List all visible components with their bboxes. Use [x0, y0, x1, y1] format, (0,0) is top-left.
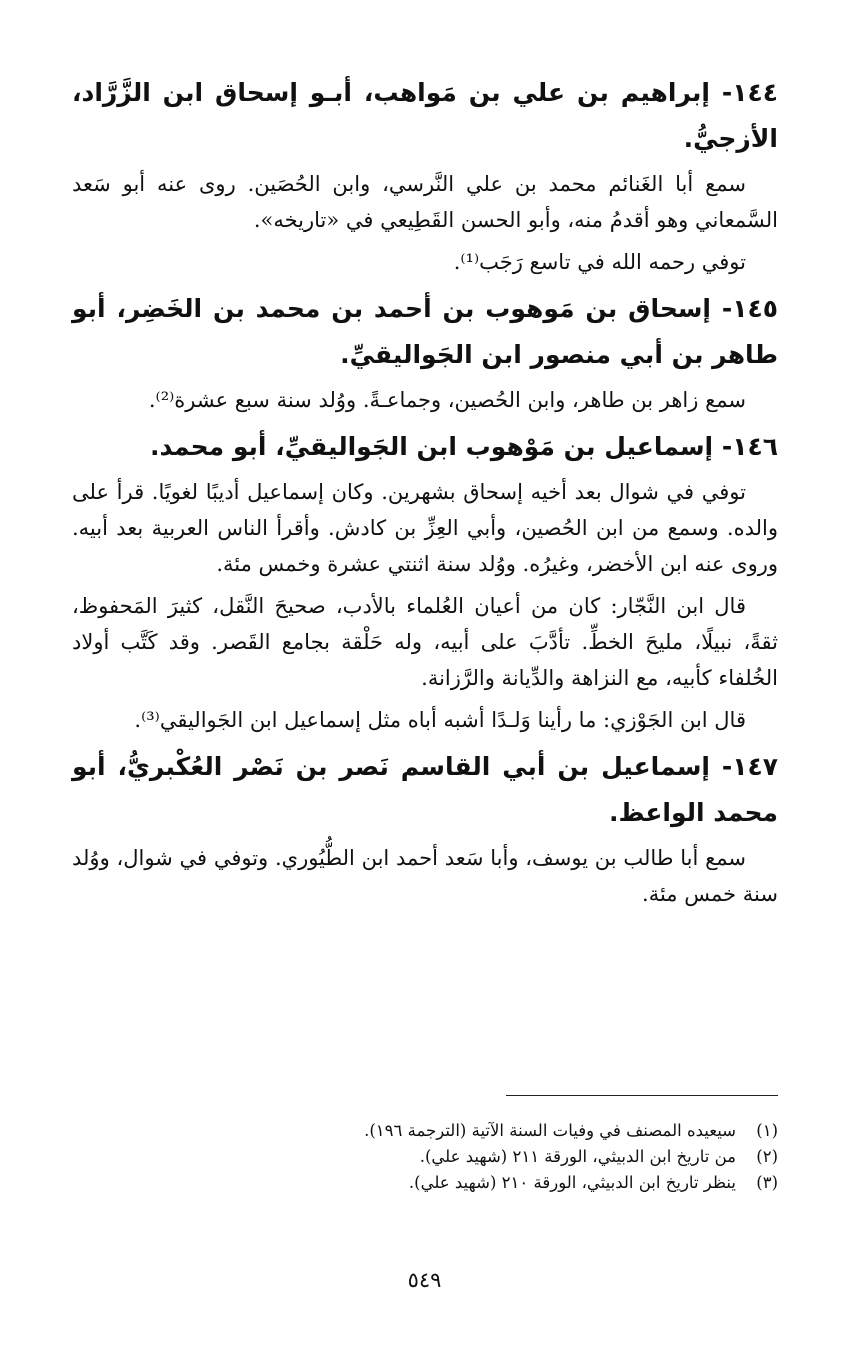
- footnote: [72, 1118, 778, 1144]
- footnote-text: سيعيده المصنف في وفيات السنة الآتية (الترجمة ١٩٦).: [364, 1121, 736, 1140]
- footnote-text: ينظر تاريخ ابن الدبيثي، الورقة ٢١٠ (شهيد علي).: [408, 1173, 736, 1192]
- entry-paragraph: سمع أبا طالب بن يوسف، وأبا سَعد أحمد ابن الطُّيُوري. وتوفي في شوال، ووُلد سنة خمس مئة.: [72, 846, 778, 906]
- entry-paragraph: توفي في شوال بعد أخيه إسحاق بشهرين. وكان إسماعيل أديبًا لغويًا. قرأ على والده. وسمع من ابن الحُصين، وأبي العِزِّ بن كادش. وأقرأ الناس العربية بعد أبيه. وروى عنه ابن الأخضر، وغيرُه. ووُلد سنة اثنتي عشرة وخمس مئة.: [72, 480, 778, 576]
- entry-heading: ١٤٧- إسماعيل بن أبي القاسم نَصر بن نَصْر العُكْبريُّ، أبو محمد الواعظ.: [72, 752, 778, 827]
- page-number: ٥٤٩: [407, 1268, 442, 1292]
- footnote-text: من تاريخ ابن الدبيثي، الورقة ٢١١ (شهيد علي).: [419, 1147, 736, 1166]
- entry-paragraph: قال ابن النَّجّار: كان من أعيان العُلماء بالأدب، صحيحَ النَّقل، كثيرَ المَحفوظ، ثقةً، نبيلًا، مليحَ الخطِّ. تأدَّبَ على أبيه، وله حَلْقة بجامع القَصر. وقد كَتَّب أولاد الخُلفاء كأبيه، مع النزاهة والدِّيانة والرَّزانة.: [72, 594, 778, 690]
- page-body: [72, 70, 778, 918]
- footnote-number: (٢): [756, 1147, 778, 1166]
- entry-paragraph: توفي رحمه الله في تاسع رَجَب⁽¹⁾.: [453, 250, 746, 274]
- entry-heading: ١٤٥- إسحاق بن مَوهوب بن أحمد بن محمد بن الخَضِر، أبو طاهر بن أبي منصور ابن الجَواليقيِّ.: [72, 294, 778, 369]
- footnote-number: (٣): [756, 1173, 778, 1192]
- footnotes: [72, 1095, 778, 1196]
- entry-paragraph: سمع زاهر بن طاهر، وابن الحُصين، وجماعـةً. ووُلد سنة سبع عشرة⁽²⁾.: [148, 388, 746, 412]
- entry-heading: ١٤٤- إبراهيم بن علي بن مَواهب، أبـو إسحاق ابن الزَّرَّاد، الأزجيُّ.: [72, 78, 778, 153]
- footnote-number: (١): [756, 1121, 778, 1140]
- footnote-divider: [506, 1095, 778, 1096]
- entry-paragraph: سمع أبا الغَنائم محمد بن علي النَّرسي، وابن الحُصَين. روى عنه أبو سَعد السَّمعاني وهو أقدمُ منه، وأبو الحسن القَطِيعي في «تاريخه».: [72, 172, 778, 232]
- entry-paragraph: قال ابن الجَوْزي: ما رأينا وَلـدًا أشبه أباه مثل إسماعيل ابن الجَواليقي⁽³⁾.: [134, 708, 746, 732]
- entry-heading: ١٤٦- إسماعيل بن مَوْهوب ابن الجَواليقيِّ، أبو محمد.: [149, 432, 778, 461]
- footnote: [72, 1144, 778, 1170]
- footnote: [72, 1170, 778, 1196]
